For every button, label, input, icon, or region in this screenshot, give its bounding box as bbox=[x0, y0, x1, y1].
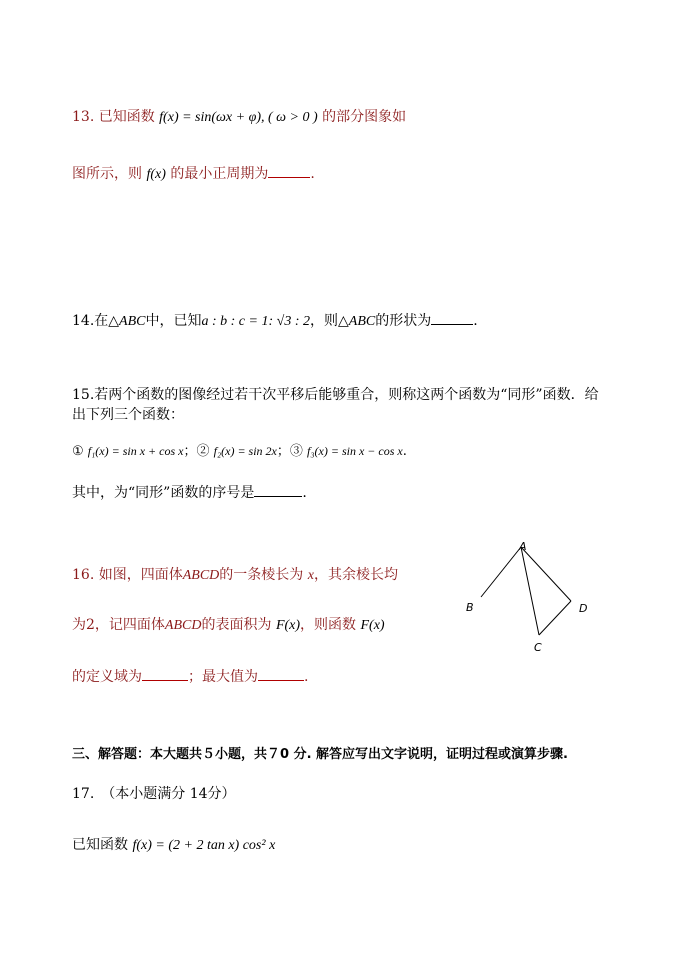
edge-ac bbox=[521, 547, 539, 635]
q16-l2-mid2: ，则函数 bbox=[300, 617, 357, 633]
q13-line1 bbox=[72, 108, 406, 127]
q16-line3 bbox=[72, 666, 308, 686]
q15-f1-mark: ① bbox=[72, 444, 84, 459]
vertex-label-a: A bbox=[519, 540, 527, 553]
q15-answer-blank[interactable] bbox=[254, 482, 302, 497]
q16-l3-prefix: 的定义域为 bbox=[72, 669, 142, 685]
q16-l1-mid: 的一条棱长为 bbox=[219, 567, 304, 583]
edge-ad bbox=[521, 547, 571, 601]
q15-sep1: ；② bbox=[183, 444, 210, 459]
q14-tri2: ABC bbox=[348, 314, 376, 329]
q14-tri: ABC bbox=[119, 314, 146, 329]
edge-ab bbox=[481, 547, 521, 597]
q16-line2 bbox=[72, 616, 385, 635]
q13-prefix: 13. 已知函数 bbox=[72, 109, 155, 125]
q16-l2-mid: 的表面积为 bbox=[201, 617, 272, 633]
q13-formula: f(x) = sin(ωx + φ), ( ω > 0 ) bbox=[159, 110, 318, 125]
vertex-label-c: C bbox=[534, 641, 542, 654]
q16-l2-F2: F(x) bbox=[360, 618, 385, 633]
q13-line2-prefix: 图所示，则 bbox=[72, 166, 142, 182]
q14-suffix: 的形状为 bbox=[375, 313, 432, 329]
q15-line2: 出下列三个函数： bbox=[72, 407, 184, 423]
q15-f2: f₂(x) = sin 2x bbox=[213, 444, 277, 458]
q13-line2-func: f(x) bbox=[146, 167, 166, 182]
q16-l1-abcd: ABCD bbox=[182, 568, 220, 583]
vertex-label-d: D bbox=[579, 602, 588, 615]
q17-prefix: 已知函数 bbox=[72, 837, 128, 853]
tetrahedron-figure bbox=[455, 535, 595, 660]
q15-f1: f₁(x) = sin x + cos x bbox=[87, 444, 184, 458]
q14-ratio: a : b : c = 1: √3 : 2 bbox=[201, 314, 310, 329]
edge-cd bbox=[539, 601, 571, 635]
q15-line1: 15.若两个函数的图像经过若干次平移后能够重合，则称这两个函数为“同形”函数．给 bbox=[72, 387, 599, 403]
q14-mid: 中，已知 bbox=[145, 313, 202, 329]
q16-l1-x: x bbox=[307, 568, 314, 583]
q13-suffix: 的部分图象如 bbox=[322, 109, 407, 125]
q16-domain-blank[interactable] bbox=[142, 666, 188, 681]
vertex-label-b: B bbox=[466, 601, 474, 614]
q13-end: . bbox=[310, 166, 315, 182]
q16-end: . bbox=[304, 669, 309, 685]
q14-mid2: ，则△ bbox=[309, 313, 349, 329]
q16-l1-prefix: 16. 如图，四面体 bbox=[72, 567, 183, 583]
q13-answer-blank[interactable] bbox=[268, 163, 310, 178]
q17-line bbox=[72, 836, 275, 855]
q17-title: 17. （本小题满分 14分） bbox=[72, 786, 236, 802]
q14-prefix: 14.在△ bbox=[72, 313, 120, 329]
section-3-heading: 三、解答题：本大题共５小题，共７0 分. 解答应写出文字说明，证明过程或演算步骤. bbox=[72, 747, 568, 762]
q14-line bbox=[72, 310, 478, 331]
q16-l2-prefix: 为2，记四面体 bbox=[72, 617, 165, 633]
q14-answer-blank[interactable] bbox=[431, 310, 473, 325]
q15-functions bbox=[72, 442, 407, 461]
q16-l1-suffix: ，其余棱长均 bbox=[313, 567, 398, 583]
q16-l2-abcd: ABCD bbox=[164, 618, 202, 633]
q15-end: . bbox=[302, 485, 307, 501]
q16-l3-mid: ；最大值为 bbox=[188, 669, 258, 685]
q17-formula: f(x) = (2 + 2 tan x) cos² x bbox=[132, 838, 276, 853]
q16-l2-F: F(x) bbox=[275, 618, 301, 633]
q13-line2-suffix: 的最小正周期为 bbox=[170, 166, 269, 182]
q15-f3: f₃(x) = sin x − cos x bbox=[307, 444, 403, 458]
q15-line4-prefix: 其中，为“同形”函数的序号是 bbox=[72, 485, 255, 501]
q13-line2 bbox=[72, 163, 315, 184]
q15-line4 bbox=[72, 482, 307, 502]
q15-f3-end: . bbox=[402, 444, 407, 459]
q14-end: . bbox=[473, 313, 478, 329]
q16-line1 bbox=[72, 566, 398, 585]
q15-sep2: ；③ bbox=[276, 444, 303, 459]
q16-max-blank[interactable] bbox=[258, 666, 304, 681]
